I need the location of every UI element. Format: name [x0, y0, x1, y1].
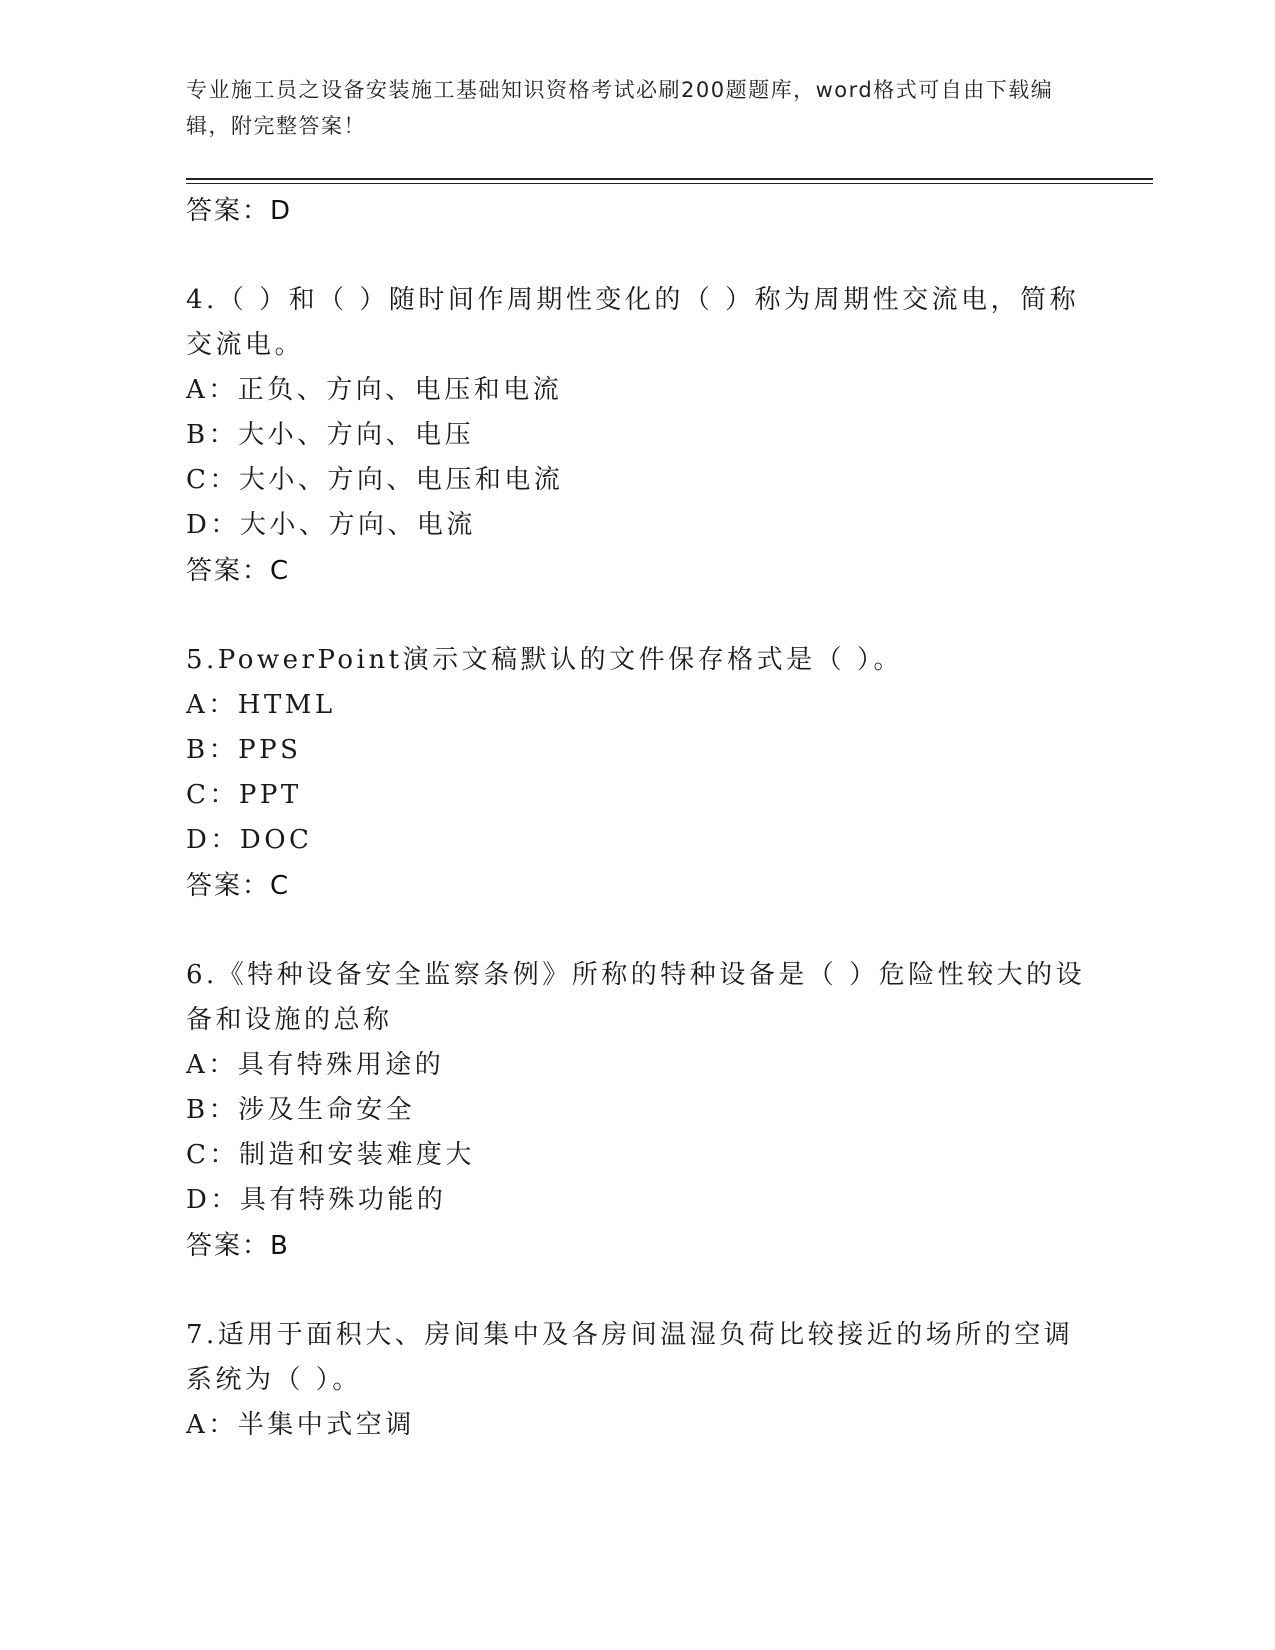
answer-line: 答案：C — [186, 556, 291, 586]
option-b: B：大小、方向、电压 — [186, 420, 475, 450]
document-header: 专业施工员之设备安装施工基础知识资格考试必刷200题题库，word格式可自由下载编辑，附完整答案！ — [186, 78, 1054, 138]
question-5 — [186, 638, 1086, 909]
answer-line: 答案：D — [186, 196, 293, 226]
option-a: A：半集中式空调 — [186, 1410, 415, 1440]
header-rule-thick — [186, 178, 1153, 180]
question-text: 5.PowerPoint演示文稿默认的文件保存格式是（ ）。 — [186, 645, 903, 675]
question-text: 4.（ ）和（ ）随时间作周期性变化的（ ）称为周期性交流电，简称交流电。 — [186, 285, 1080, 360]
header-rule-thin — [186, 183, 1153, 184]
option-a: A：具有特殊用途的 — [186, 1050, 445, 1080]
question-text: 7.适用于面积大、房间集中及各房间温湿负荷比较接近的场所的空调系统为（ ）。 — [186, 1320, 1074, 1395]
option-b: B：涉及生命安全 — [186, 1095, 416, 1125]
question-list — [186, 188, 1086, 1448]
option-d: D：大小、方向、电流 — [186, 510, 476, 540]
option-c: C：制造和安装难度大 — [186, 1140, 475, 1170]
option-c: C：PPT — [186, 780, 302, 810]
option-d: D：DOC — [186, 825, 313, 855]
question-6 — [186, 953, 1086, 1269]
question-4 — [186, 278, 1086, 594]
answer-line: 答案：C — [186, 871, 291, 901]
option-a: A：HTML — [186, 690, 336, 720]
question-7 — [186, 1313, 1086, 1448]
option-d: D：具有特殊功能的 — [186, 1185, 447, 1215]
option-b: B：PPS — [186, 735, 302, 765]
question-text: 6.《特种设备安全监察条例》所称的特种设备是（ ）危险性较大的设备和设施的总称 — [186, 960, 1086, 1035]
option-c: C：大小、方向、电压和电流 — [186, 465, 564, 495]
answer-line: 答案：B — [186, 1231, 290, 1261]
option-a: A：正负、方向、电压和电流 — [186, 375, 563, 405]
